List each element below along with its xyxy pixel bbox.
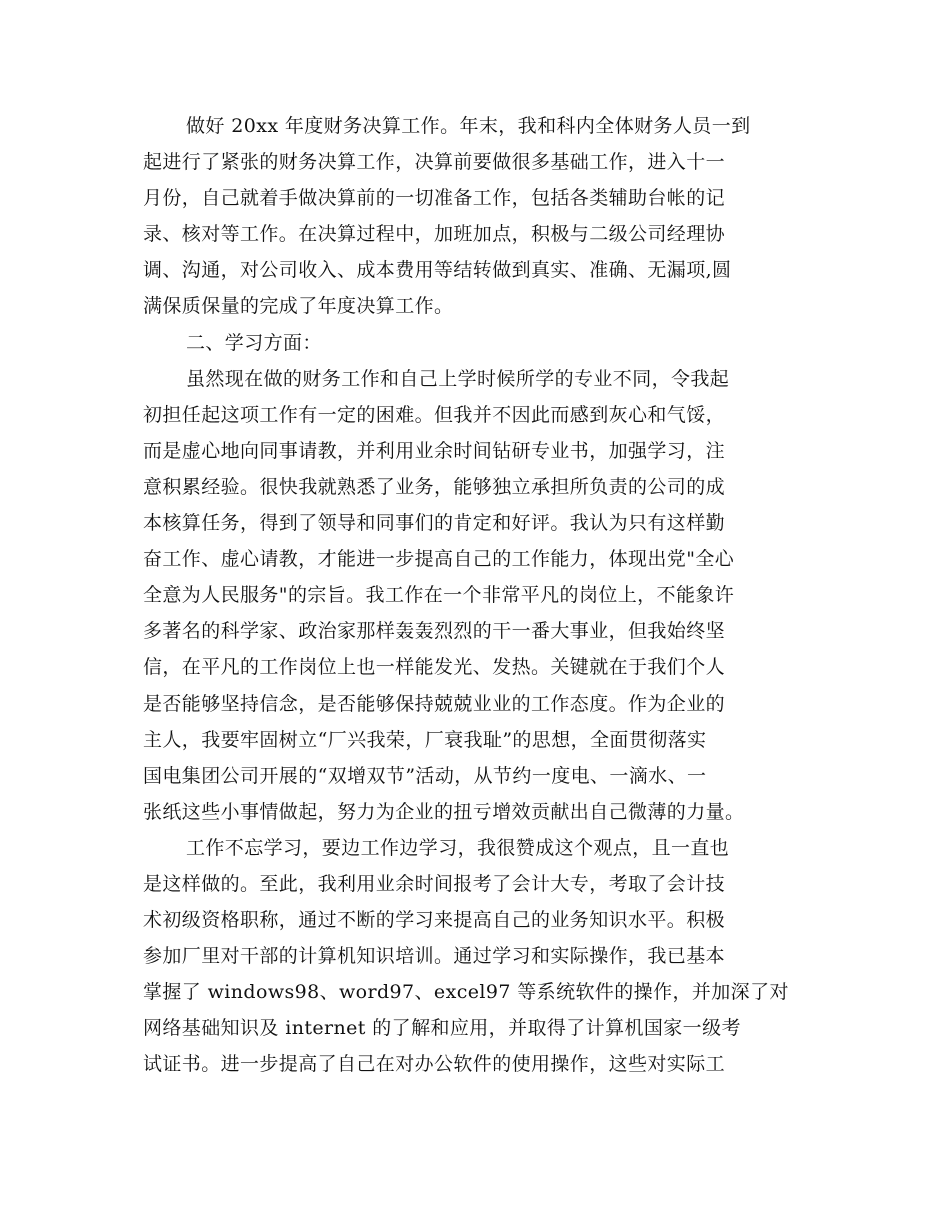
text-line: 满保质保量的完成了年度决算工作。 bbox=[143, 295, 454, 318]
text-line: 调、沟通，对公司收入、成本费用等结转做到真实、准确、无漏项,圆 bbox=[143, 259, 732, 282]
text-line: 起进行了紧张的财务决算工作，决算前要做很多基础工作，进入十一 bbox=[143, 151, 726, 174]
text-line: 多著名的科学家、政治家那样轰轰烈烈的干一番大事业，但我始终坚 bbox=[143, 620, 726, 643]
text-line: 张纸这些小事情做起，努力为企业的扭亏增效贡献出自己微薄的力量。 bbox=[143, 800, 745, 823]
text-line: 初担任起这项工作有一定的困难。但我并不因此而感到灰心和气馁， bbox=[143, 403, 726, 426]
text-line: 奋工作、虚心请教，才能进一步提高自己的工作能力，体现出党"全心 bbox=[143, 548, 735, 571]
text-line: 虽然现在做的财务工作和自己上学时候所学的专业不同，令我起 bbox=[186, 367, 730, 390]
text-line: 国电集团公司开展的“双增双节”活动，从节约一度电、一滴水、一 bbox=[143, 764, 707, 787]
text-line: 而是虚心地向同事请教，并利用业余时间钻研专业书，加强学习，注 bbox=[143, 439, 726, 462]
text-line: 主人，我要牢固树立“厂兴我荣，厂衰我耻”的思想，全面贯彻落实 bbox=[143, 728, 707, 751]
text-line: 是否能够坚持信念，是否能够保持兢兢业业的工作态度。作为企业的 bbox=[143, 692, 726, 715]
text-line: 全意为人民服务"的宗旨。我工作在一个非常平凡的岗位上，不能象许 bbox=[143, 584, 735, 607]
text-line: 本核算任务，得到了领导和同事们的肯定和好评。我认为只有这样勤 bbox=[143, 512, 726, 535]
body-text bbox=[143, 108, 808, 1083]
text-line: 参加厂里对干部的计算机知识培训。通过学习和实际操作，我已基本 bbox=[143, 945, 726, 968]
text-line: 做好 20xx 年度财务决算工作。年末，我和科内全体财务人员一到 bbox=[186, 115, 751, 137]
text-line: 网络基础知识及 internet 的了解和应用，并取得了计算机国家一级考 bbox=[143, 1017, 741, 1040]
text-line: 信，在平凡的工作岗位上也一样能发光、发热。关键就在于我们个人 bbox=[143, 656, 726, 679]
text-line: 掌握了 windows98、word97、excel97 等系统软件的操作，并加深了对 bbox=[143, 981, 789, 1004]
text-line: 录、核对等工作。在决算过程中，加班加点，积极与二级公司经理协 bbox=[143, 223, 726, 246]
section-heading: 二、学习方面： bbox=[186, 331, 322, 354]
text-line: 试证书。进一步提高了自己在对办公软件的使用操作，这些对实际工 bbox=[143, 1053, 726, 1076]
text-line: 术初级资格职称，通过不断的学习来提高自己的业务知识水平。积极 bbox=[143, 909, 726, 932]
text-line: 是这样做的。至此，我利用业余时间报考了会计大专，考取了会计技 bbox=[143, 872, 726, 895]
text-line: 月份，自己就着手做决算前的一切准备工作，包括各类辅助台帐的记 bbox=[143, 187, 726, 210]
text-line: 工作不忘学习，要边工作边学习，我很赞成这个观点，且一直也 bbox=[186, 836, 730, 859]
text-line: 意积累经验。很快我就熟悉了业务，能够独立承担所负责的公司的成 bbox=[143, 475, 726, 498]
